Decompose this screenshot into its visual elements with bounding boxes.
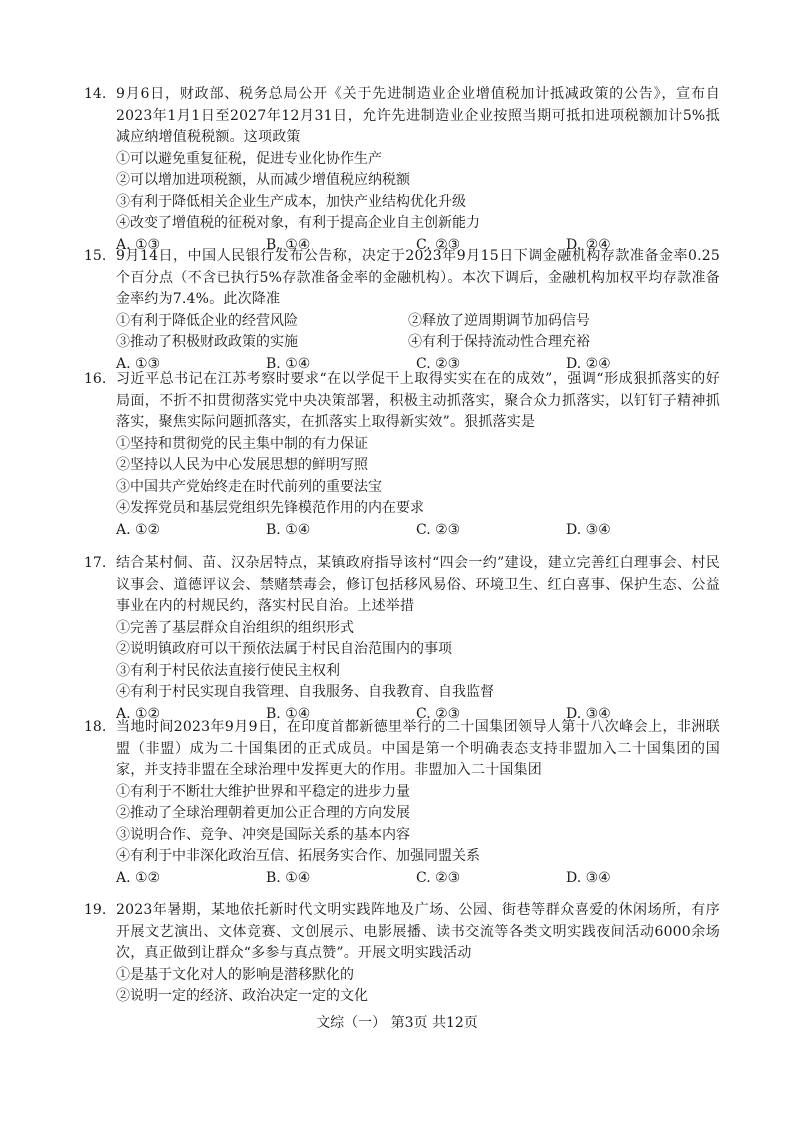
choice-d: D. ③④	[566, 869, 611, 886]
statement-2: ②坚持以人民为中心发展思想的鲜明写照	[116, 457, 368, 473]
choice-d: D. ②④	[566, 236, 611, 253]
choice-d: D. ③④	[566, 521, 611, 538]
statement-row	[116, 332, 720, 354]
question-14	[84, 84, 720, 256]
statement-3: ③有利于降低相关企业生产成本，加快产业结构优化升级	[116, 193, 466, 210]
question-stem: 2023年暑期，某地依托新时代文明实践阵地及广场、公园、街巷等群众喜爱的休闲场所，有序开展文艺演出、文体竞赛、文创展示、电影展播、读书交流等各类文明实践夜间活动6000余场次，真正做到让群众“多参与真点赞”。开展文明实践活动	[116, 902, 720, 961]
choice-a: A. ①②	[116, 521, 161, 538]
question-19	[84, 900, 720, 1008]
choice-d: D. ③④	[566, 705, 611, 722]
question-16	[84, 369, 720, 541]
statement-2: ②说明镇政府可以干预依法属于村民自治范围内的事项	[116, 641, 452, 657]
choice-b: B. ①④	[266, 355, 311, 372]
answer-choices	[116, 868, 720, 890]
question-number: 18.	[84, 719, 107, 735]
choice-a: A. ①②	[116, 705, 161, 722]
statement-3: ③中国共产党始终走在时代前列的重要法宝	[116, 478, 382, 495]
question-stem: 当地时间2023年9月9日，在印度首都新德里举行的二十国集团领导人第十八次峰会上，非洲联盟（非盟）成为二十国集团的正式成员。中国是第一个明确表态支持非盟加入二十国集团的国家，并支持非盟在全球治理中发挥更大的作用。非盟加入二十国集团	[116, 719, 720, 778]
question-number: 17.	[84, 555, 107, 571]
question-number: 15.	[84, 248, 107, 264]
answer-choices	[116, 520, 720, 542]
question-stem: 习近平总书记在江苏考察时要求“在以学促干上取得实实在在的成效”，强调“形成狠抓落实的好局面，不折不扣贯彻落实党中央决策部署，积极主动抓落实，聚合众力抓落实，以钉钉子精神抓落实，聚焦实际问题抓落实，在抓落实上取得新实效”。狠抓落实是	[116, 371, 720, 430]
question-stem: 9月14日，中国人民银行发布公告称，决定于2023年9月15日下调金融机构存款准备金率0.25个百分点（不含已执行5%存款准备金率的金融机构）。本次下调后，金融机构加权平均存款准备金率约为7.4%。此次降准	[116, 248, 720, 307]
question-number: 16.	[84, 371, 107, 387]
choice-c: C. ②③	[416, 355, 461, 372]
choice-c: C. ②③	[416, 236, 461, 253]
statement-2: ②释放了逆周期调节加码信号	[408, 312, 590, 329]
choice-a: A. ①②	[116, 869, 161, 886]
choice-b: B. ①④	[266, 705, 311, 722]
choice-c: C. ②③	[416, 869, 461, 886]
question-15	[84, 246, 720, 375]
statement-4: ④发挥党员和基层党组织先锋模范作用的内在要求	[116, 500, 424, 516]
choice-c: C. ②③	[416, 521, 461, 538]
statement-3: ③说明合作、竞争、冲突是国际关系的基本内容	[116, 826, 410, 843]
choice-a: A. ①③	[116, 355, 161, 372]
statement-2: ②推动了全球治理朝着更加公正合理的方向发展	[116, 805, 410, 821]
choice-b: B. ①④	[266, 869, 311, 886]
statement-2: ②说明一定的经济、政治决定一定的文化	[116, 988, 368, 1004]
statement-4: ④有利于保持流动性合理充裕	[408, 334, 590, 350]
statement-row	[116, 311, 720, 333]
statement-1: ①可以避免重复征税，促进专业化协作生产	[116, 150, 382, 167]
statement-1: ①坚持和贯彻党的民主集中制的有力保证	[116, 435, 368, 452]
statement-4: ④有利于中非深化政治互信、拓展务实合作、加强同盟关系	[116, 848, 480, 864]
statement-2: ②可以增加进项税额，从而减少增值税应纳税额	[116, 172, 410, 188]
question-number: 19.	[84, 902, 107, 918]
choice-c: C. ②③	[416, 705, 461, 722]
question-stem: 9月6日，财政部、税务总局公开《关于先进制造业企业增值税加计抵减政策的公告》，宣布自2023年1月1日至2027年12月31日，允许先进制造业企业按照当期可抵扣进项税额加计5%抵减应纳增值税税额。这项政策	[116, 86, 720, 145]
choice-d: D. ②④	[566, 355, 611, 372]
choice-b: B. ①④	[266, 236, 311, 253]
statement-1: ①完善了基层群众自治组织的组织形式	[116, 619, 354, 636]
statement-3: ③有利于村民依法直接行使民主权利	[116, 662, 340, 679]
statement-3: ③推动了积极财政政策的实施	[116, 334, 298, 350]
choice-b: B. ①④	[266, 521, 311, 538]
question-number: 14.	[84, 86, 107, 102]
statement-4: ④有利于村民实现自我管理、自我服务、自我教育、自我监督	[116, 684, 494, 700]
question-18	[84, 717, 720, 889]
question-stem: 结合某村侗、苗、汉杂居特点，某镇政府指导该村“四会一约”建设，建立完善红白理事会、村民议事会、道德评议会、禁赌禁毒会，修订包括移风易俗、环境卫生、红白喜事、保护生态、公益事业在内的村规民约，落实村民自治。上述举措	[116, 555, 720, 614]
page-footer: 文综（一） 第3页 共12页	[316, 1015, 478, 1031]
statement-1: ①有利于不断壮大维护世界和平稳定的进步力量	[116, 783, 410, 800]
statement-1: ①有利于降低企业的经营风险	[116, 312, 298, 329]
statement-1: ①是基于文化对人的影响是潜移默化的	[116, 966, 354, 983]
question-17	[84, 553, 720, 725]
choice-a: A. ①③	[116, 236, 161, 253]
statement-4: ④改变了增值税的征税对象，有利于提高企业自主创新能力	[116, 215, 480, 231]
